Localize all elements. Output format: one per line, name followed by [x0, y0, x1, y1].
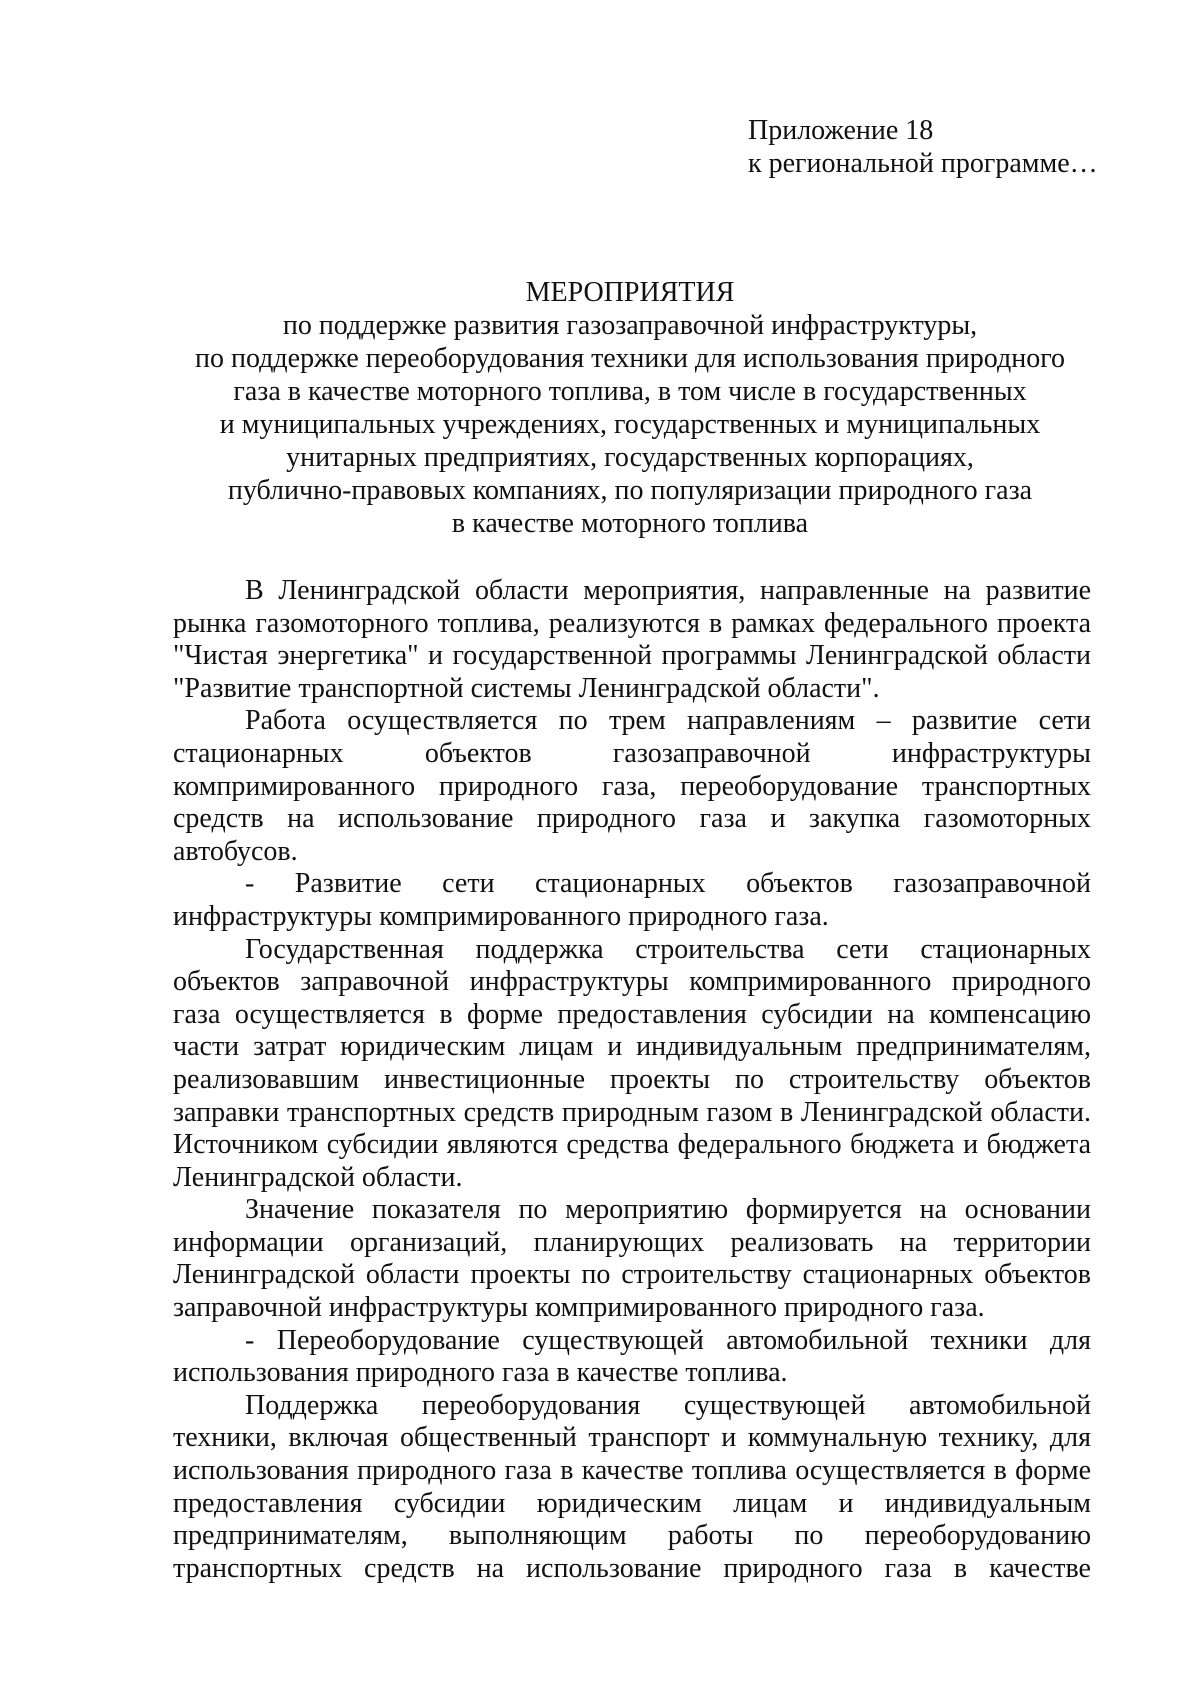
heading-line: публично-правовых компаниях, по популяризации природного газа [227, 475, 1033, 506]
annex-reference [748, 114, 1098, 180]
paragraph-conversion-support: Поддержка переоборудования существующей автомобильной техники, включая общественный транспорт и коммунальную технику, для использования природного газа в качестве топлива осуществляется в форме предоставления субсидии юридическим лицам и индивидуальным предпринимателям, выполняющим работы по переоборудованию транспортных средств на использование природного газа в качестве [173, 1389, 1091, 1584]
list-item-vehicle-conversion: - Переоборудование существующей автомобильной техники для использования природного газа в качестве топлива. [173, 1324, 1091, 1389]
paragraph-state-support: Государственная поддержка строительства сети стационарных объектов заправочной инфраструктуры компримированного природного газа осуществляется в форме предоставления субсидии на компенсацию части затрат юридическим лицам и индивидуальным предпринимателям, реализовавшим инвестиционные проекты по строительству объектов заправки транспортных средств природным газом в Ленинградской области. Источником субсидии являются средства федерального бюджета и бюджета Ленинградской области. [173, 933, 1091, 1193]
document-title: МЕРОПРИЯТИЯ [525, 277, 735, 308]
heading-line: и муниципальных учреждениях, государственных и муниципальных [219, 409, 1041, 440]
annex-number: Приложение 18 [748, 115, 934, 146]
paragraph-intro: В Ленинградской области мероприятия, направленные на развитие рынка газомоторного топлива, реализуются в рамках федерального проекта "Чистая энергетика" и государственной программы Ленинградской области "Развитие транспортной системы Ленинградской области". [173, 575, 1091, 704]
paragraph-indicator: Значение показателя по мероприятию формируется на основании информации организаций, планирующих реализовать на территории Ленинградской области проекты по строительству стационарных объектов заправочной инфраструктуры компримированного природного газа. [173, 1194, 1091, 1324]
document-body [173, 575, 1091, 1585]
heading-line: газа в качестве моторного топлива, в том числе в государственных [233, 376, 1027, 407]
list-item-gas-stations: - Развитие сети стационарных объектов газозаправочной инфраструктуры компримированного природного газа. [173, 868, 1091, 932]
paragraph-directions: Работа осуществляется по трем направлениям – развитие сети стационарных объектов газозаправочной инфраструктуры компримированного природного газа, переоборудование транспортных средств на использование природного газа и закупка газомоторных автобусов. [173, 705, 1091, 867]
heading-line: в качестве моторного топлива [451, 508, 809, 539]
heading-line: унитарных предприятиях, государственных корпорациях, [286, 442, 974, 473]
heading-line: по поддержке развития газозаправочной инфраструктуры, [282, 310, 978, 341]
heading-line: по поддержке переоборудования техники для использования природного [194, 343, 1065, 374]
annex-program-reference: к региональной программе… [748, 148, 1098, 179]
document-heading [150, 276, 1110, 540]
